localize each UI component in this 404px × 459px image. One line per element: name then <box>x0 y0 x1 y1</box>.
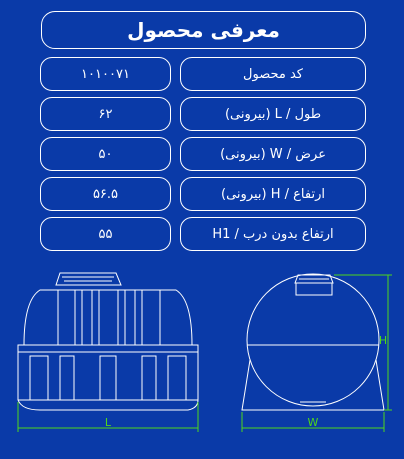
width-dimension-label: W <box>307 416 319 429</box>
product-code-label: کد محصول <box>180 57 366 91</box>
tank-side-view <box>18 273 198 410</box>
height-dimension-label: H <box>378 334 388 347</box>
page-title: معرفی محصول <box>41 11 366 49</box>
height-label: ارتفاع / H (بیرونی) <box>180 177 366 211</box>
width-label: عرض / W (بیرونی) <box>180 137 366 171</box>
height-no-lid-label: ارتفاع بدون درب / H1 <box>180 217 366 251</box>
length-dimension-label: L <box>104 416 112 429</box>
tank-diagram <box>0 262 404 459</box>
width-value: ۵۰ <box>40 137 171 171</box>
length-label: طول / L (بیرونی) <box>180 97 366 131</box>
tank-end-view <box>242 274 384 410</box>
height-value: ۵۶.۵ <box>40 177 171 211</box>
height-no-lid-value: ۵۵ <box>40 217 171 251</box>
length-value: ۶۲ <box>40 97 171 131</box>
product-code-value: ۱۰۱۰۰۷۱ <box>40 57 171 91</box>
